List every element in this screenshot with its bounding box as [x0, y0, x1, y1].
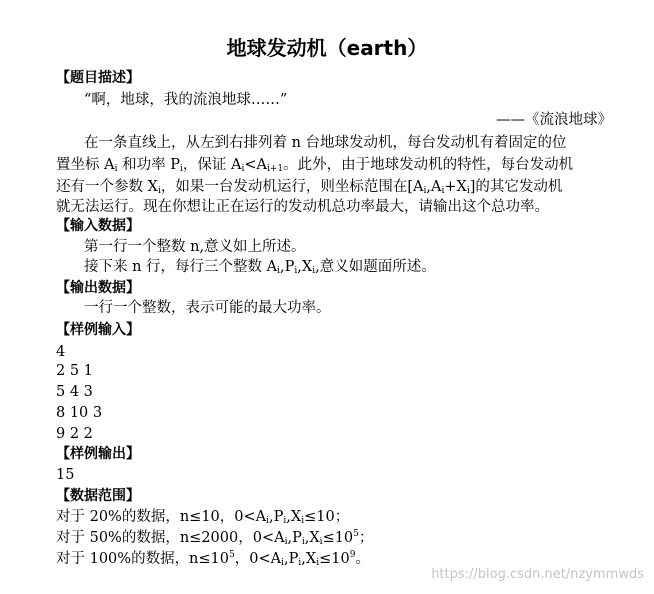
quote-source: ——《流浪地球》	[496, 112, 612, 128]
description-line-4: 就无法运行。现在你想让正在运行的发动机总功率最大，请输出这个总功率。	[56, 199, 549, 215]
description-line-3: 还有一个参数 $X_i$，如果一台发动机运行，则坐标范围在$[A_i,A_i+X_i]$的其它发动机	[56, 179, 563, 196]
section-heading-output: 【输出数据】	[56, 280, 140, 296]
problem-title: 地球发动机（earth）	[226, 36, 428, 60]
sample-input-line: 5 4 3	[56, 384, 93, 400]
sample-input-line: 9 2 2	[56, 426, 93, 442]
output-line-1: 一行一个整数，表示可能的最大功率。	[84, 300, 331, 316]
sample-input-line: 4	[56, 344, 66, 360]
sample-output-line: 15	[56, 467, 75, 483]
section-heading-input: 【输入数据】	[56, 218, 140, 234]
description-line-1: 在一条直线上，从左到右排列着 n 台地球发动机，每台发动机有着固定的位	[84, 135, 567, 151]
sample-input-line: 2 5 1	[56, 363, 93, 379]
quote-text: “啊，地球，我的流浪地球……”	[84, 92, 288, 108]
input-line-1: 第一行一个整数 n,意义如上所述。	[84, 239, 306, 255]
sample-input-line: 8 10 3	[56, 405, 103, 421]
description-line-2: 置坐标 $A_i$ 和功率 $P_i$，保证 $A_i<A_{i+1}$。此外，由于地球发动机的特性，每台发动机	[56, 157, 574, 174]
section-heading-range: 【数据范围】	[56, 488, 140, 504]
section-heading-description: 【题目描述】	[56, 70, 140, 86]
range-line-2: 对于 50%的数据，n≤2000，$0<A_i,P_i,X_i\le 10^5$；	[56, 529, 374, 547]
range-line-3: 对于 100%的数据，$n\le 10^5$，$0<A_i,P_i,X_i\le 10^9$。	[56, 550, 370, 568]
input-line-2: 接下来 n 行，每行三个整数 $A_i,P_i,X_i$,意义如题面所述。	[84, 259, 436, 276]
blog-watermark: https://blog.csdn.net/nzymmwds	[431, 567, 644, 582]
section-heading-sample-input: 【样例输入】	[56, 322, 140, 338]
section-heading-sample-output: 【样例输出】	[56, 446, 140, 462]
range-line-1: 对于 20%的数据，n≤10，$0<A_i,P_i,X_i\le 10$；	[56, 509, 350, 526]
